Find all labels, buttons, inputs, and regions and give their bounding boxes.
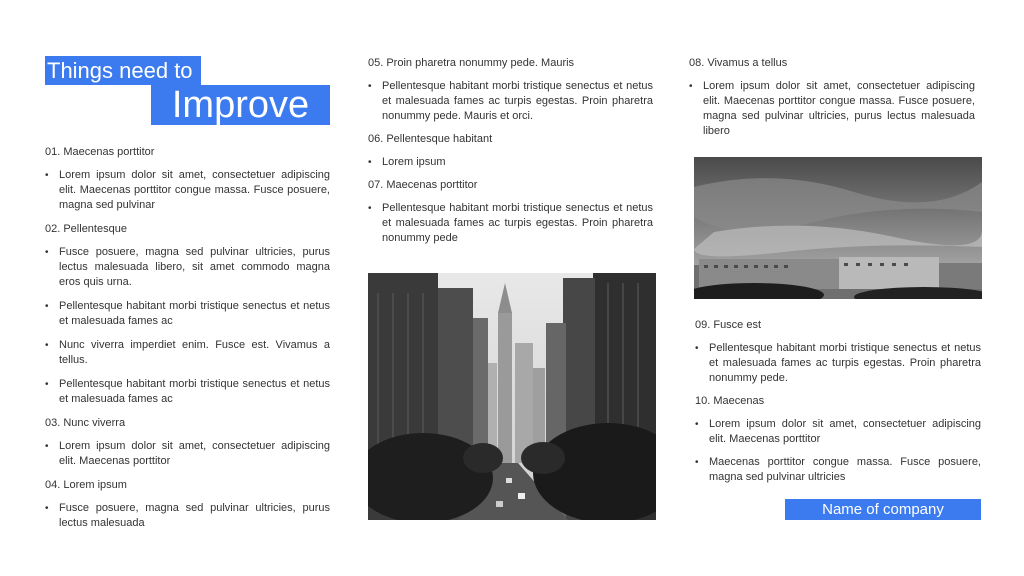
bullet-item: • Pellentesque habitant morbi tristique senectus et netus et malesuada fames ac turpis egestas. Proin pharetra nonummy pede. Mauris et orci. bbox=[368, 79, 653, 124]
column-1 bbox=[45, 145, 330, 540]
bullet-item: • Lorem ipsum dolor sit amet, consectetuer adipiscing elit. Maecenas porttitor bbox=[695, 417, 981, 447]
bullet-item: • Lorem ipsum bbox=[368, 155, 653, 170]
section-heading-01: 01. Maecenas porttitor bbox=[45, 146, 155, 158]
title-line-1: Things need to bbox=[45, 56, 201, 85]
section-heading-10: 10. Maecenas bbox=[695, 395, 765, 407]
bullet-item: • Pellentesque habitant morbi tristique senectus et netus et malesuada fames ac bbox=[45, 377, 330, 407]
building-sky-photo bbox=[694, 157, 982, 299]
bullet-item: • Pellentesque habitant morbi tristique senectus et netus et malesuada fames ac turpis egestas. Proin pharetra nonummy pede. bbox=[695, 341, 981, 386]
bullet-item: • Fusce posuere, magna sed pulvinar ultricies, purus lectus malesuada bbox=[45, 501, 330, 531]
city-street-photo bbox=[368, 273, 656, 520]
bullet-item: • Lorem ipsum dolor sit amet, consectetuer adipiscing elit. Maecenas porttitor congue massa. Fusce posuere, magna sed pulvinar bbox=[45, 168, 330, 213]
bullet-item: • Lorem ipsum dolor sit amet, consectetuer adipiscing elit. Maecenas porttitor bbox=[45, 439, 330, 469]
bullet-item: • Pellentesque habitant morbi tristique senectus et netus et malesuada fames ac bbox=[45, 299, 330, 329]
section-heading-07: 07. Maecenas porttitor bbox=[368, 179, 478, 191]
section-heading-08: 08. Vivamus a tellus bbox=[689, 57, 788, 69]
section-heading-02: 02. Pellentesque bbox=[45, 223, 127, 235]
bullet-item: • Nunc viverra imperdiet enim. Fusce est. Vivamus a tellus. bbox=[45, 338, 330, 368]
bullet-item: • Pellentesque habitant morbi tristique senectus et netus et malesuada fames ac turpis egestas. Proin pharetra nonummy pede bbox=[368, 201, 653, 246]
section-heading-05: 05. Proin pharetra nonummy pede. Mauris bbox=[368, 57, 575, 69]
section-heading-09: 09. Fusce est bbox=[695, 319, 762, 331]
bullet-item: • Fusce posuere, magna sed pulvinar ultricies, purus lectus malesuada libero, sit amet commodo magna eros quis urna. bbox=[45, 245, 330, 290]
column-4 bbox=[695, 318, 981, 493]
section-heading-03: 03. Nunc viverra bbox=[45, 417, 126, 429]
title-line-2: Improve bbox=[151, 85, 330, 125]
bullet-item: • Lorem ipsum dolor sit amet, consectetuer adipiscing elit. Maecenas porttitor congue massa. Fusce posuere, magna sed pulvinar ultricies, purus lectus malesuada libero bbox=[689, 79, 975, 139]
section-heading-06: 06. Pellentesque habitant bbox=[368, 133, 493, 145]
column-2 bbox=[368, 56, 653, 254]
section-heading-04: 04. Lorem ipsum bbox=[45, 479, 127, 491]
company-name-label: Name of company bbox=[785, 499, 981, 520]
column-3 bbox=[689, 56, 975, 147]
bullet-item: • Maecenas porttitor congue massa. Fusce posuere, magna sed pulvinar ultricies bbox=[695, 455, 981, 485]
